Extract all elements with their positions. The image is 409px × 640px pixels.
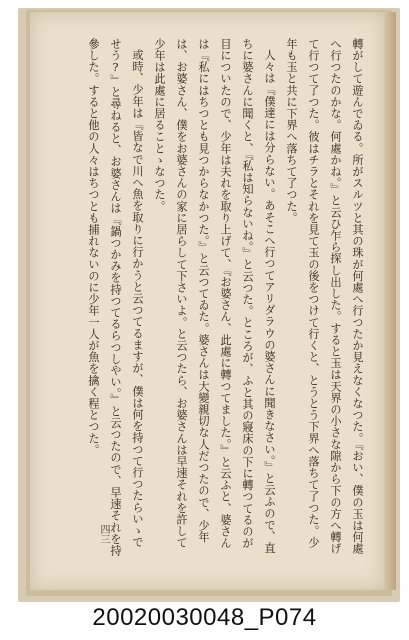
page-number: 四三 (98, 524, 109, 544)
paragraph: 或時、少年は『皆なで川へ魚を取りに行かうと云つてるますが、僕は何を持つて行つたらいゝでせう?』と尋ねると、お婆さんは『鍋つかみを持つてるらつしやい。』と云つたので、早速それを持參した。すると他の人々はちつとも捕れないのに少年一人が魚を擒く程とつた。 (87, 38, 144, 557)
book-spine (384, 12, 396, 590)
catalog-id-caption: 20020030048_P074 (92, 604, 317, 631)
paragraph: 轉がして遊んでゐる。所がスルツと其の珠が何處へ行つたか見えなくなつた。『おい、僕の玉は何處へ行つたのかな。何處かね。』と云ひ乍ら探し出した。すると玉は天界の小さな隙から下の方へ轉げて行つて了つた。彼はチラとそれを見て玉の後をつけて行くと、とうとう下界へ落ちて了つた。少年も玉と共に下界へ落ちて了つた。 (285, 38, 364, 555)
vertical-text-body (76, 38, 368, 558)
paragraph: 人々は『僕達には分らない。あそこへ行つてアリダラウの婆さんに聞きなさい。』と云ふので、直ちに婆さんに聞くと、『私は知らないね。』と云つた。ところが、ふと其の寢床の下に轉つてるのが目についたので、少年は夫れを取り上げて、『お婆さん、此處に轉つてました。』と云ふと、婆さんは『私にはちつとも見つからなかつた。』と云つてゐた。婆さんは大變親切な人だつたので、少年は、お婆さん、僕をお婆さんの家に居らして下さいよ。と云つたら、お婆さんは早速それを許して少年は此處に居ることゝなつた。 (153, 38, 276, 554)
